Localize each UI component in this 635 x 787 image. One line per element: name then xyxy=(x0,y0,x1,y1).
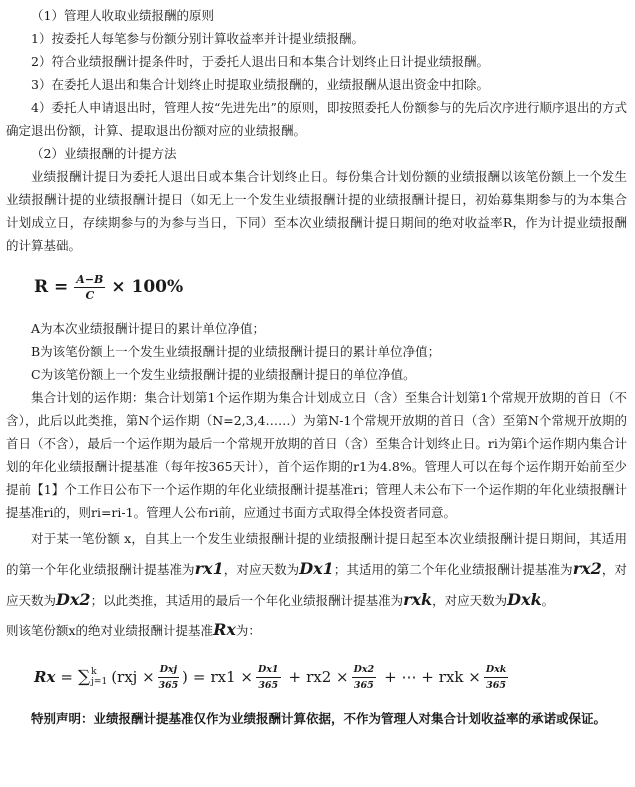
formula-rx-frac-k xyxy=(484,663,508,692)
rx-text-1: 对于某一笔份额 x，自其上一个发生业绩报酬计提的业绩报酬计提日起至本次业绩报酬计提日期间，其适用的第一个年化业绩报酬计提基准为 xyxy=(6,531,627,577)
frac-2-den: 365 xyxy=(353,679,374,691)
formula-rx-sum xyxy=(78,667,107,687)
definition-b: B为该笔份额上一个发生业绩报酬计提的业绩报酬计提日的累计单位净值； xyxy=(31,344,441,359)
formula-rx-term: (rxj × xyxy=(111,668,155,686)
principle-item-3: 3）在委托人退出和集合计划终止时提取业绩报酬的，业绩报酬从退出资金中扣除。 xyxy=(31,77,489,92)
rx-var-rx2: rx2 xyxy=(572,559,602,578)
rx-lead-suffix: 为： xyxy=(235,623,261,638)
formula-r-fraction xyxy=(74,273,105,302)
principle-item-1: 1）按委托人每笔参与份额分别计算收益率并计提业绩报酬。 xyxy=(31,31,364,46)
rx-var-dxk: Dxk xyxy=(507,590,542,609)
frac-k-den: 365 xyxy=(486,679,507,691)
rx-text-7: 。 xyxy=(541,593,555,608)
formula-rx-frac-1 xyxy=(256,663,281,692)
sum-upper: k xyxy=(91,667,97,677)
formula-rx-t2: rx2 × xyxy=(306,668,349,686)
rx-var-rxk: rxk xyxy=(403,590,433,609)
rx-var-dx1: Dx1 xyxy=(299,559,334,578)
frac-1-den: 365 xyxy=(258,679,279,691)
principle-item-2: 2）符合业绩报酬计提条件时，于委托人退出日和本集合计划终止日计提业绩报酬。 xyxy=(31,54,489,69)
formula-rx-frac-2 xyxy=(352,663,377,692)
rx-lead-text: 则该笔份额x的绝对业绩报酬计提基准 xyxy=(6,623,214,638)
formula-absolute-benchmark xyxy=(34,659,627,695)
formula-rx-plus1: + xyxy=(288,668,302,686)
rx-text-3: ；其适用的第二个年化业绩报酬计提基准为 xyxy=(333,562,573,577)
section-heading-principles: （1）管理人收取业绩报酬的原则 xyxy=(31,8,214,23)
frac-j-den: 365 xyxy=(158,679,179,691)
formula-r-denominator: C xyxy=(85,288,95,302)
formula-rx-t1: rx1 × xyxy=(210,668,253,686)
definition-c: C为该笔份额上一个发生业绩报酬计提的业绩报酬计提日的单位净值。 xyxy=(31,367,416,382)
formula-rx-plus2: + ⋯ + xyxy=(384,668,434,686)
sum-sign: ∑ xyxy=(78,667,91,687)
operation-period-paragraph: 集合计划的运作期：集合计划第1个运作期为集合计划成立日（含）至集合计划第1个常规开放期的首日（不含），此后以此类推，第N个运作期（N=2,3,4……）为第N-1个常规开放期的首日（含）至第N个常规开放期的首日（不含），最后一个运作期为最后一个常规开放期的首日（含）至集合计划终止日。ri为第i个运作期内集合计划的年化业绩报酬计提基准（每年按365天计），首个运作期的r1为4.8%。管理人可以在每个运作期开始前至少提前【1】个工作日公布下一个运作期的年化业绩报酬计提基准ri；管理人未公布下一个运作期的年化业绩报酬计提基准ri的，则ri=ri-1。管理人公布ri前，应通过书面方式取得全体投资者同意。 xyxy=(6,390,627,520)
section-heading-method: （2）业绩报酬的计提方法 xyxy=(31,146,177,161)
principle-item-4: 4）委托人申请退出时，管理人按“先进先出”的原则，即按照委托人份额参与的先后次序进行顺序退出的方式确定退出份额，计算、提取退出份额对应的业绩报酬。 xyxy=(6,100,627,138)
rx-lead-var: Rx xyxy=(213,620,236,639)
formula-rx-close: ) xyxy=(182,668,188,686)
sum-lower: j=1 xyxy=(91,677,108,687)
formula-r-numerator: A−B xyxy=(76,272,104,286)
formula-r-tail: × 100% xyxy=(111,277,184,297)
rx-text-6: ，对应天数为 xyxy=(432,593,508,608)
frac-j-num: Dxj xyxy=(158,663,179,678)
formula-rx-lhs: Rx xyxy=(34,668,56,686)
rx-lead-line xyxy=(6,616,627,645)
rx-text-5: ；以此类推，其适用的最后一个年化业绩报酬计提基准为 xyxy=(90,593,404,608)
rx-text-2: ，对应天数为 xyxy=(223,562,300,577)
formula-rx-t3: rxk × xyxy=(438,668,481,686)
special-disclaimer: 特别声明：业绩报酬计提基准仅作为业绩报酬计算依据，不作为管理人对集合计划收益率的承诺或保证。 xyxy=(31,711,607,726)
definition-a: A为本次业绩报酬计提日的累计单位净值； xyxy=(31,321,266,336)
rx-var-rx1: rx1 xyxy=(194,559,224,578)
method-paragraph: 业绩报酬计提日为委托人退出日或本集合计划终止日。每份集合计划份额的业绩报酬以该笔份额上一个发生业绩报酬计提的业绩报酬计提日（如无上一个发生业绩报酬计提的业绩报酬计提日，初始募集期参与的为本集合计划成立日，存续期参与的为参与当日，下同）至本次业绩报酬计提日期间的绝对收益率R，作为计提业绩报酬的计算基础。 xyxy=(6,169,627,253)
formula-return-rate xyxy=(34,267,627,307)
frac-1-num: Dx1 xyxy=(256,663,281,678)
formula-r-lhs: R = xyxy=(34,277,69,297)
formula-rx-eq2: = xyxy=(192,668,206,686)
frac-2-num: Dx2 xyxy=(352,663,377,678)
rx-text-4: ，对应天数为 xyxy=(6,562,627,608)
formula-rx-frac-j xyxy=(158,663,179,692)
formula-rx-eq1: = xyxy=(60,668,73,686)
rx-paragraph xyxy=(6,524,627,616)
rx-var-dx2: Dx2 xyxy=(56,590,91,609)
frac-k-num: Dxk xyxy=(484,663,508,678)
